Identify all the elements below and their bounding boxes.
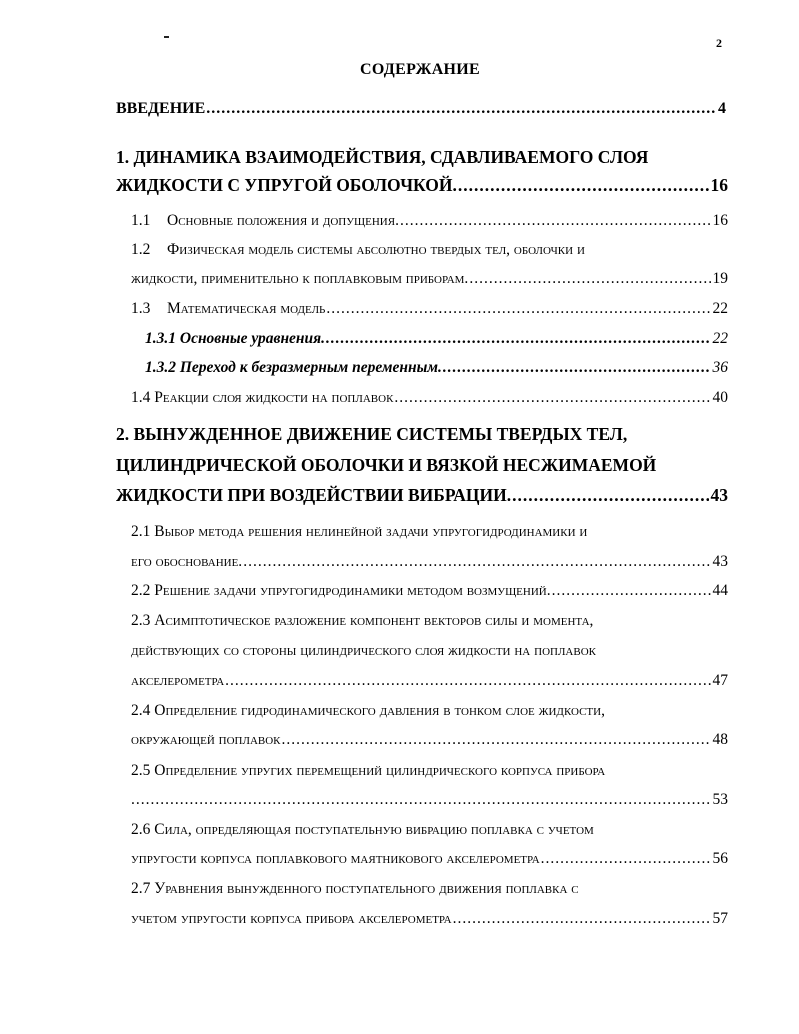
toc-entry-1-3[interactable] [131,300,728,318]
toc-entry-1-3-1[interactable] [145,330,728,348]
page-number: 2 [716,36,722,50]
dot-leader [469,270,710,288]
toc-page-number: 40 [712,389,728,406]
toc-entry-1-1[interactable] [131,212,728,230]
dot-leader [326,330,710,348]
toc-entry-text: окружающей поплавок [131,731,281,748]
toc-entry-chapter-1[interactable] [116,175,728,196]
toc-page-number: 57 [712,910,728,927]
toc-entry-2-4-line1[interactable]: 2.4 Определение гидродинамического давления в тонком слое жидкости, [131,702,605,719]
toc-entry-1-3-2[interactable] [145,359,728,377]
toc-entry-1-2[interactable] [131,270,728,288]
toc-chapter-2-title-line2[interactable]: ЦИЛИНДРИЧЕСКОЙ ОБОЛОЧКИ И ВЯЗКОЙ НЕСЖИМАЕМОЙ [116,455,657,475]
toc-entry-text: 1.3.1 Основные уравнения. [145,330,326,347]
dot-leader [243,553,710,571]
toc-page-number: 56 [712,850,728,867]
toc-entry-number: 1.3 [131,300,151,317]
toc-entry-title: Физическая модель системы абсолютно твердых тел, оболочки и [167,241,585,258]
toc-entry-2-6-line1[interactable]: 2.6 Сила, определяющая поступательную вибрацию поплавка с учетом [131,821,594,838]
toc-entry-text: 1.3.2 Переход к безразмерным переменным. [145,359,442,376]
toc-entry-2-3[interactable] [131,672,728,690]
toc-entry-text: жидкости, применительно к поплавковым приборам. [131,270,469,287]
toc-page-number: 47 [712,672,728,689]
toc-page-number: 43 [712,553,728,570]
toc-entry-text [131,212,399,230]
dot-leader [206,100,716,118]
toc-page-number: 48 [712,731,728,748]
toc-entry-text: акселерометра [131,672,225,689]
dot-leader [458,175,709,196]
toc-entry-number: 1.2 [131,241,151,258]
dot-leader [326,300,710,318]
toc-entry-text [131,300,325,318]
toc-entry-text: его обоснование. [131,553,243,570]
toc-entry-text: упругости корпуса поплавкового маятникового акселерометра [131,850,540,867]
toc-entry-text: ВВЕДЕНИЕ [116,100,206,117]
toc-entry-2-5[interactable] [131,791,728,809]
dot-leader [400,212,711,230]
toc-entry-2-2[interactable] [131,582,728,600]
toc-page-number: 43 [710,485,728,505]
scan-speck [164,36,169,38]
toc-entry-introduction[interactable] [116,100,726,118]
toc-entry-2-3-line1[interactable]: 2.3 Асимптотическое разложение компонент векторов силы и момента, [131,612,594,629]
toc-page-number: 4 [718,100,726,117]
toc-entry-2-6[interactable] [131,850,728,868]
dot-leader [512,485,708,506]
toc-page-number: 16 [710,175,728,195]
toc-entry-2-1[interactable] [131,553,728,571]
toc-entry-title: Основные положения и допущения. [167,212,399,229]
toc-page-number: 22 [712,300,728,317]
toc-entry-number: 1.1 [131,212,151,229]
dot-leader [453,910,711,928]
toc-entry-2-4[interactable] [131,731,728,749]
toc-entry-text: ЖИДКОСТИ ПРИ ВОЗДЕЙСТВИИ ВИБРАЦИИ. [116,485,512,505]
dot-leader [225,672,710,690]
page-title: СОДЕРЖАНИЕ [359,61,481,78]
toc-page-number: 19 [712,270,728,287]
toc-chapter-2-title-line1[interactable]: 2. ВЫНУЖДЕННОЕ ДВИЖЕНИЕ СИСТЕМЫ ТВЕРДЫХ ТЕЛ, [116,424,628,444]
dot-leader [131,791,711,809]
toc-entry-title: Математическая модель [167,300,326,317]
toc-entry-1-4[interactable] [131,389,728,407]
toc-entry-2-3-line2[interactable]: действующих со стороны цилиндрического слоя жидкости на поплавок [131,642,596,659]
toc-page-number: 22 [712,330,728,347]
toc-entry-1-2-line1[interactable] [131,241,585,259]
toc-entry-text: учетом упругости корпуса прибора акселерометра [131,910,452,927]
dot-leader [541,850,711,868]
dot-leader [552,582,711,600]
toc-page-number: 53 [712,791,728,808]
toc-page-number: 36 [712,359,728,376]
toc-entry-chapter-2[interactable] [116,485,728,506]
dot-leader [282,731,711,749]
dot-leader [443,359,711,377]
toc-entry-text: 1.4 Реакции слоя жидкости на поплавок [131,389,394,406]
toc-entry-2-5-line1[interactable]: 2.5 Определение упругих перемещений цилиндрического корпуса прибора [131,762,606,779]
toc-chapter-1-title-line1[interactable]: 1. ДИНАМИКА ВЗАИМОДЕЙСТВИЯ, СДАВЛИВАЕМОГО СЛОЯ [116,147,649,167]
toc-entry-2-1-line1[interactable]: 2.1 Выбор метода решения нелинейной задачи упругогидродинамики и [131,523,588,540]
toc-page-number: 16 [712,212,728,229]
toc-entry-2-7-line1[interactable]: 2.7 Уравнения вынужденного поступательного движения поплавка с [131,880,579,897]
toc-entry-2-7[interactable] [131,910,728,928]
dot-leader [394,389,710,407]
toc-entry-text: 2.2 Решение задачи упругогидродинамики методом возмущений. [131,582,551,599]
toc-page-number: 44 [712,582,728,599]
toc-entry-text: ЖИДКОСТИ С УПРУГОЙ ОБОЛОЧКОЙ. [116,175,457,195]
